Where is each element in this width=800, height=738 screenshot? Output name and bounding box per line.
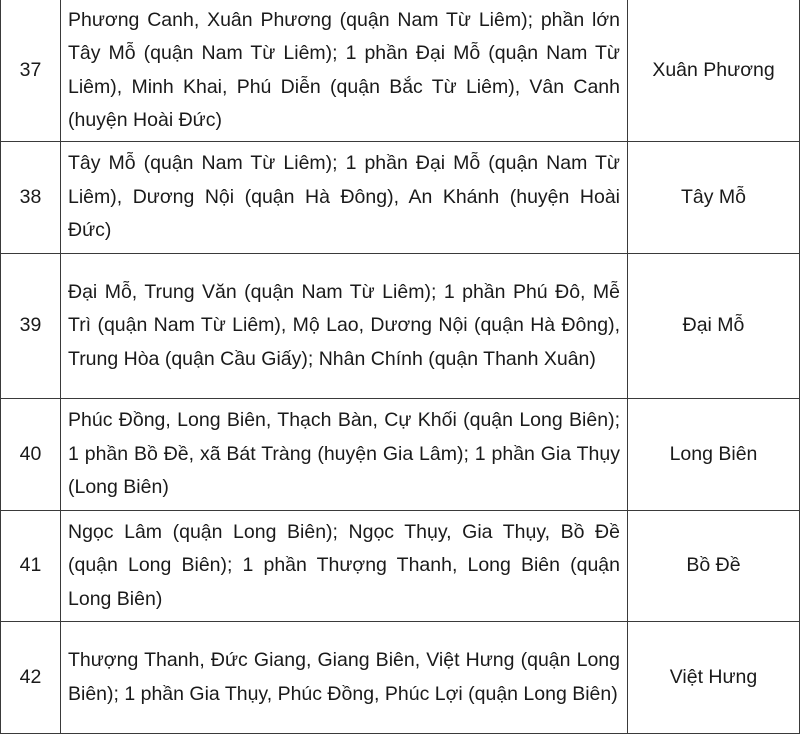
new-ward-name: Long Biên (628, 399, 800, 511)
row-number: 40 (1, 399, 61, 511)
merged-areas: Phương Canh, Xuân Phương (quận Nam Từ Liêm); phần lớn Tây Mỗ (quận Nam Từ Liêm); 1 phần Đại Mỗ (quận Nam Từ Liêm), Minh Khai, Phú Diễn (quận Bắc Từ Liêm), Vân Canh (huyện Hoài Đức) (61, 0, 628, 142)
table-row (1, 0, 800, 142)
merged-areas: Thượng Thanh, Đức Giang, Giang Biên, Việt Hưng (quận Long Biên); 1 phần Gia Thụy, Phúc Đồng, Phúc Lợi (quận Long Biên) (61, 622, 628, 734)
row-number: 37 (1, 0, 61, 142)
table-row (1, 254, 800, 399)
merged-areas: Ngọc Lâm (quận Long Biên); Ngọc Thụy, Gia Thụy, Bồ Đề (quận Long Biên); 1 phần Thượng Thanh, Long Biên (quận Long Biên) (61, 511, 628, 622)
table-row (1, 511, 800, 622)
row-number: 42 (1, 622, 61, 734)
row-number: 39 (1, 254, 61, 399)
table-row (1, 622, 800, 734)
merged-areas: Đại Mỗ, Trung Văn (quận Nam Từ Liêm); 1 phần Phú Đô, Mễ Trì (quận Nam Từ Liêm), Mộ Lao, Dương Nội (quận Hà Đông), Trung Hòa (quận Cầu Giấy); Nhân Chính (quận Thanh Xuân) (61, 254, 628, 399)
new-ward-name: Đại Mỗ (628, 254, 800, 399)
merged-areas: Phúc Đồng, Long Biên, Thạch Bàn, Cự Khối (quận Long Biên); 1 phần Bồ Đề, xã Bát Tràng (huyện Gia Lâm); 1 phần Gia Thụy (Long Biên) (61, 399, 628, 511)
table-row (1, 142, 800, 254)
merged-areas: Tây Mỗ (quận Nam Từ Liêm); 1 phần Đại Mỗ (quận Nam Từ Liêm), Dương Nội (quận Hà Đông), An Khánh (huyện Hoài Đức) (61, 142, 628, 254)
new-ward-name: Tây Mỗ (628, 142, 800, 254)
row-number: 38 (1, 142, 61, 254)
new-ward-name: Bồ Đề (628, 511, 800, 622)
row-number: 41 (1, 511, 61, 622)
table-row (1, 399, 800, 511)
new-ward-name: Xuân Phương (628, 0, 800, 142)
new-ward-name: Việt Hưng (628, 622, 800, 734)
